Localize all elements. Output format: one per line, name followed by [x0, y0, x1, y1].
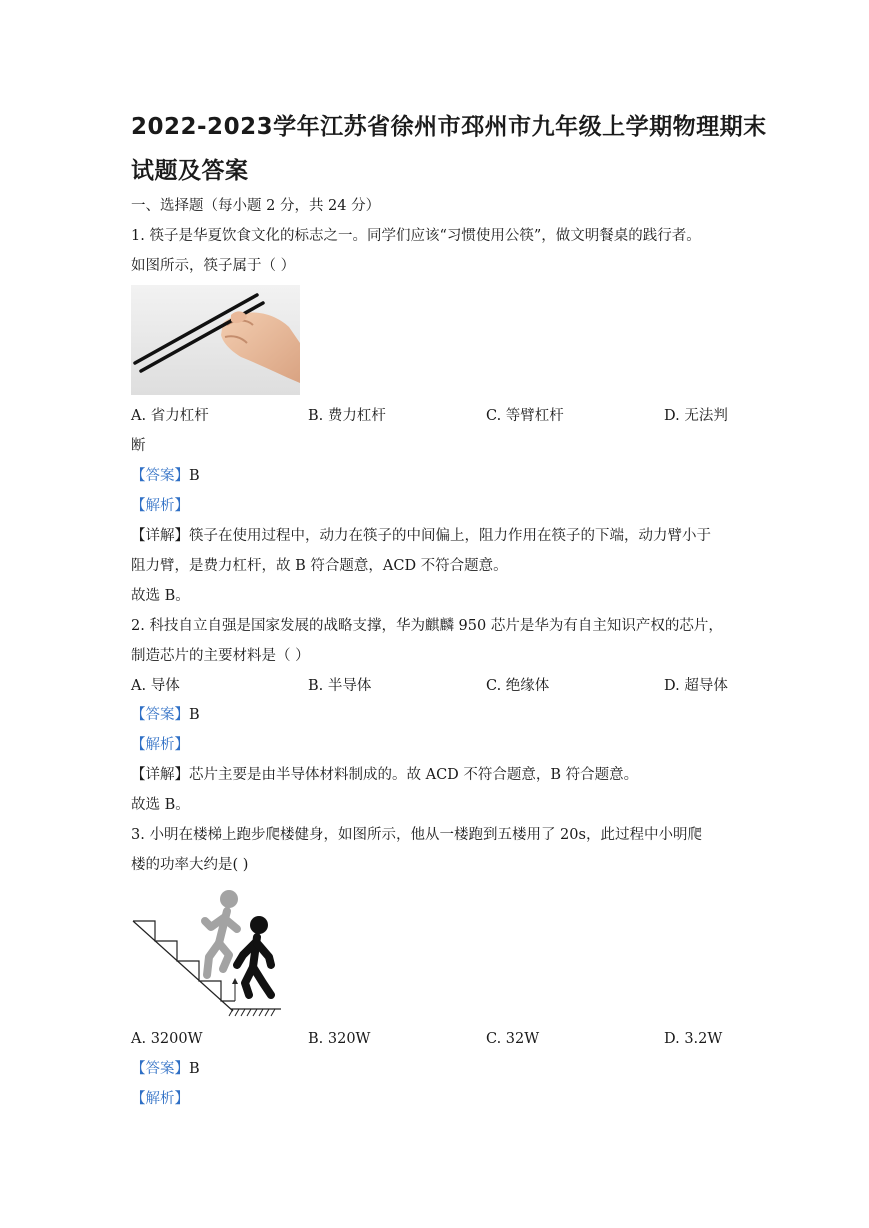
- q1-answer-value: B: [189, 468, 200, 484]
- q1-option-c: C. 等臂杠杆: [486, 408, 564, 424]
- q1-conclusion: 故选 B。: [131, 588, 190, 604]
- q1-option-a: A. 省力杠杆: [131, 408, 209, 424]
- q2-option-d: D. 超导体: [664, 678, 728, 694]
- q2-conclusion: 故选 B。: [131, 797, 190, 813]
- q3-text-line2: 楼的功率大约是( ): [131, 857, 249, 873]
- q1-detail-line1: [131, 526, 711, 546]
- q2-detail-line1: [131, 765, 638, 785]
- section-heading: 一、选择题（每小题 2 分，共 24 分）: [131, 198, 381, 214]
- q1-analysis-tag: 【解析】: [131, 498, 189, 514]
- document-title-line2: 试题及答案: [131, 158, 249, 184]
- q1-option-b: B. 费力杠杆: [308, 408, 386, 424]
- answer-tag: 【答案】: [131, 707, 189, 723]
- stair-climbing-figure: [131, 885, 283, 1018]
- q3-option-b: B. 320W: [308, 1031, 371, 1047]
- q1-detail-text: 筷子在使用过程中，动力在筷子的中间偏上，阻力作用在筷子的下端，动力臂小于: [189, 528, 711, 544]
- q2-option-c: C. 绝缘体: [486, 678, 550, 694]
- q2-detail-text: 芯片主要是由半导体材料制成的。故 ACD 不符合题意，B 符合题意。: [189, 767, 639, 783]
- q3-answer: [131, 1059, 200, 1079]
- chopsticks-hand-image: [131, 285, 300, 395]
- q2-text-line2: 制造芯片的主要材料是（ ）: [131, 648, 310, 664]
- q3-option-c: C. 32W: [486, 1031, 540, 1047]
- q2-analysis-tag: 【解析】: [131, 737, 189, 753]
- document-title-line1: 2022-2023学年江苏省徐州市邳州市九年级上学期物理期末: [131, 114, 767, 140]
- q1-text-line1: 1. 筷子是华夏饮食文化的标志之一。同学们应该“习惯使用公筷”，做文明餐桌的践行者。: [131, 228, 701, 244]
- q3-option-a: A. 3200W: [131, 1031, 203, 1047]
- q2-answer: [131, 705, 200, 725]
- q1-answer: [131, 466, 200, 486]
- q3-answer-value: B: [189, 1061, 200, 1077]
- q2-answer-value: B: [189, 707, 200, 723]
- q2-option-b: B. 半导体: [308, 678, 372, 694]
- q3-analysis-tag: 【解析】: [131, 1091, 189, 1107]
- q2-text-line1: 2. 科技自立自强是国家发展的战略支撑，华为麒麟 950 芯片是华为有自主知识产权的芯片，: [131, 618, 723, 634]
- q3-option-d: D. 3.2W: [664, 1031, 723, 1047]
- q1-detail-line2: 阻力臂，是费力杠杆，故 B 符合题意，ACD 不符合题意。: [131, 558, 508, 574]
- q3-text-line1: 3. 小明在楼梯上跑步爬楼健身，如图所示，他从一楼跑到五楼用了 20s，此过程中小明爬: [131, 827, 702, 843]
- detail-tag: 【详解】: [131, 767, 189, 783]
- q1-option-d-wrap: 断: [131, 438, 146, 454]
- q2-option-a: A. 导体: [131, 678, 180, 694]
- detail-tag: 【详解】: [131, 528, 189, 544]
- answer-tag: 【答案】: [131, 468, 189, 484]
- q1-option-d: D. 无法判: [664, 408, 728, 424]
- q1-text-line2: 如图所示，筷子属于（ ）: [131, 258, 296, 274]
- answer-tag: 【答案】: [131, 1061, 189, 1077]
